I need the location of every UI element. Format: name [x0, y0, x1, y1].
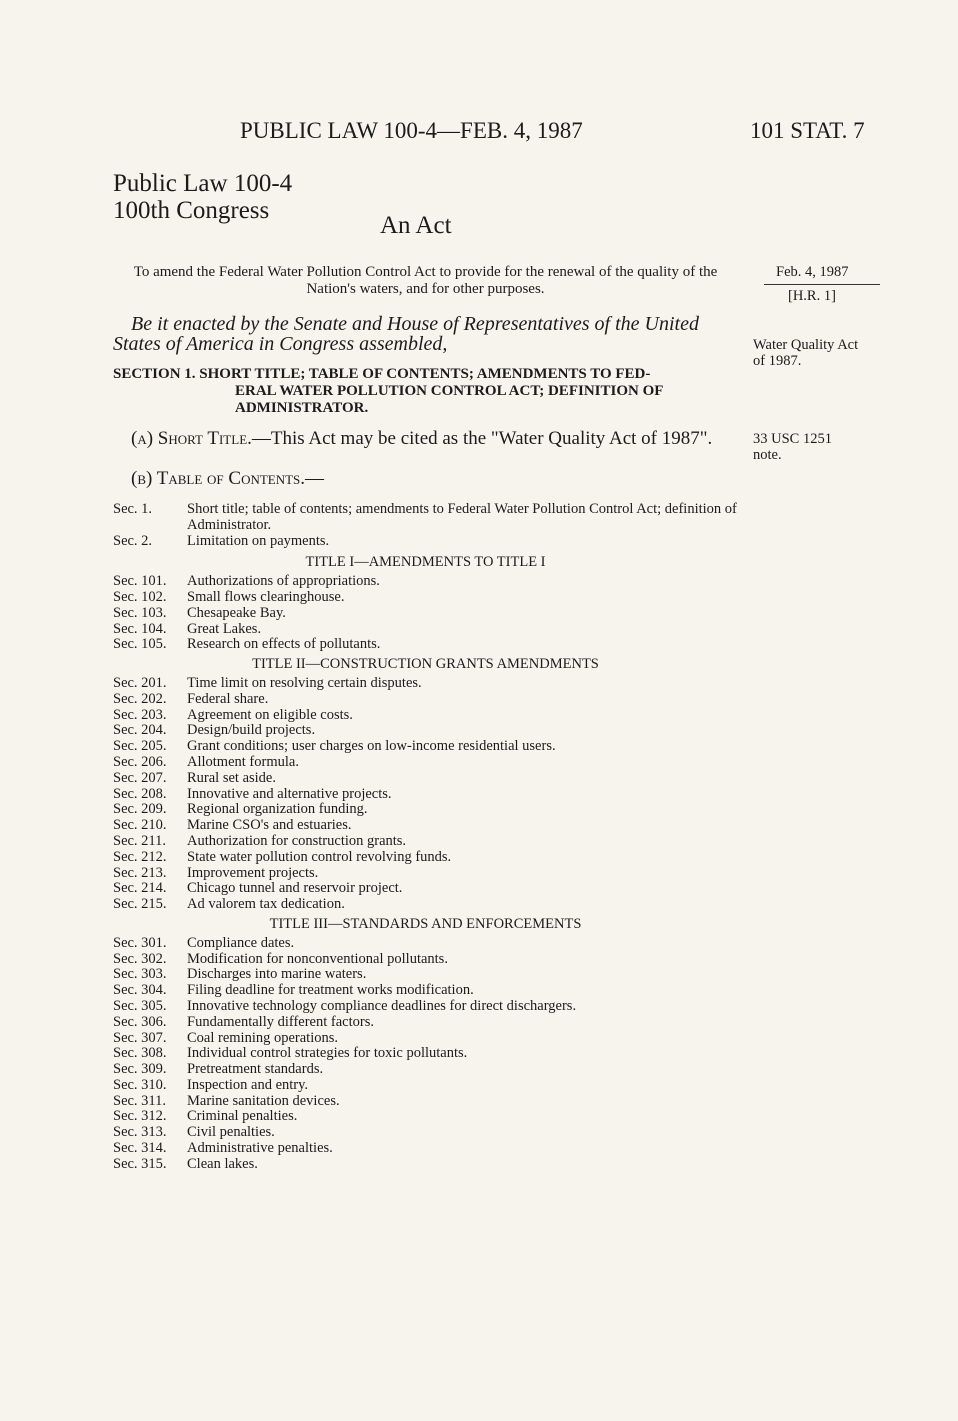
toc-entry-section-number: Sec. 301. — [113, 934, 167, 951]
toc-entry-title: Time limit on resolving certain disputes. — [187, 674, 422, 691]
toc-entry-title: Discharges into marine waters. — [187, 966, 367, 983]
toc-entry-section-number: Sec. 305. — [113, 997, 167, 1014]
toc-title-3-heading: TITLE III—STANDARDS AND ENFORCEMENTS — [269, 915, 582, 932]
toc-entry-section-number: Sec. 211. — [113, 832, 167, 849]
toc-entry — [113, 692, 738, 708]
toc-entry-title: Criminal penalties. — [187, 1108, 298, 1125]
toc-entry — [113, 676, 738, 692]
toc-entry-section-number: Sec. 206. — [113, 753, 167, 770]
toc-title-2-list — [113, 676, 738, 913]
toc-entry-title: Clean lakes. — [187, 1155, 258, 1172]
toc-entry-section-number: Sec. 306. — [113, 1013, 167, 1030]
toc-entry-title: Marine CSO's and estuaries. — [187, 817, 352, 834]
toc-entry — [113, 1109, 738, 1125]
toc-entry-title: Innovative and alternative projects. — [187, 785, 392, 802]
toc-entry — [113, 897, 738, 913]
toc-entry-title: Research on effects of pollutants. — [187, 636, 381, 653]
toc-entry-title: Filing deadline for treatment works modification. — [187, 982, 474, 999]
toc-entry — [113, 999, 738, 1015]
toc-entry-title: Design/build projects. — [187, 722, 316, 739]
toc-entry-title: Individual control strategies for toxic pollutants. — [187, 1045, 468, 1062]
toc-entry-title: Limitation on payments. — [187, 532, 330, 549]
toc-entry-title: Ad valorem tax dedication. — [187, 896, 345, 913]
margin-short-title: Water Quality Act of 1987. — [753, 337, 859, 369]
toc-entry — [113, 818, 738, 834]
toc-entry-section-number: Sec. 102. — [113, 588, 167, 605]
toc-entry — [113, 1094, 738, 1110]
toc-entry — [113, 606, 738, 622]
toc-entry-title: Rural set aside. — [187, 769, 276, 786]
toc-entry-title: Civil penalties. — [187, 1124, 275, 1141]
running-header-title: PUBLIC LAW 100-4—FEB. 4, 1987 — [240, 118, 583, 143]
toc-entry-title: Short title; table of contents; amendments to Federal Water Pollution Control Act; definition of Administrator. — [187, 501, 737, 533]
toc-entry-title: Administrative penalties. — [187, 1140, 333, 1157]
toc-entry — [113, 708, 738, 724]
congress-number: 100th Congress — [113, 197, 270, 224]
toc-entry — [113, 637, 738, 653]
toc-entry — [113, 1141, 738, 1157]
toc-entry — [113, 622, 738, 638]
toc-entry-title: Compliance dates. — [187, 934, 295, 951]
toc-entry-section-number: Sec. 304. — [113, 982, 167, 999]
toc-entry-section-number: Sec. 314. — [113, 1140, 167, 1157]
toc-entry-section-number: Sec. 312. — [113, 1108, 167, 1125]
toc-entry-section-number: Sec. 311. — [113, 1092, 167, 1109]
toc-entry — [113, 881, 738, 897]
toc-entry — [113, 1062, 738, 1078]
toc-entry-title: Pretreatment standards. — [187, 1061, 324, 1078]
toc-entry-section-number: Sec. 303. — [113, 966, 167, 983]
subsection-a — [113, 429, 738, 449]
toc-entry — [113, 590, 738, 606]
toc-entry — [113, 834, 738, 850]
subsection-a-text: This Act may be cited as the "Water Quality Act of 1987". — [270, 428, 713, 449]
section-1-heading — [113, 366, 738, 417]
toc-entry-section-number: Sec. 307. — [113, 1029, 167, 1046]
toc-entry-section-number: Sec. 1. — [113, 501, 153, 517]
margin-usc-citation: 33 USC 1251 note. — [753, 431, 832, 463]
margin-date: Feb. 4, 1987 — [776, 264, 849, 280]
toc-entry-section-number: Sec. 2. — [113, 532, 153, 549]
toc-entry-section-number: Sec. 213. — [113, 864, 167, 881]
toc-entry-section-number: Sec. 105. — [113, 636, 167, 653]
toc-entry — [113, 739, 738, 755]
toc-entry-section-number: Sec. 203. — [113, 706, 167, 723]
toc-intro-list — [113, 502, 738, 549]
toc-entry — [113, 983, 738, 999]
page-number: 101 STAT. 7 — [750, 118, 865, 143]
toc-entry-title: Authorizations of appropriations. — [187, 573, 380, 590]
toc-entry — [113, 1015, 738, 1031]
section-1-heading-first-line: SECTION 1. SHORT TITLE; TABLE OF CONTENTS; AMENDMENTS TO FED- — [113, 366, 651, 382]
public-law-number: Public Law 100-4 — [113, 170, 293, 197]
toc-entry-section-number: Sec. 104. — [113, 620, 167, 637]
enacting-clause: Be it enacted by the Senate and House of Representatives of the United States of America in Congress assembled, — [113, 313, 699, 355]
toc-entry-title: Fundamentally different factors. — [187, 1013, 374, 1030]
toc-entry — [113, 850, 738, 866]
toc-entry-title: Grant conditions; user charges on low-income residential users. — [187, 738, 556, 755]
toc-entry — [113, 802, 738, 818]
act-heading: An Act — [380, 212, 452, 239]
toc-entry-title: Improvement projects. — [187, 864, 319, 881]
toc-entry-section-number: Sec. 302. — [113, 950, 167, 967]
toc-title-1-list — [113, 574, 738, 653]
toc-entry-title: Regional organization funding. — [187, 801, 368, 818]
toc-entry-title: Federal share. — [187, 690, 269, 707]
toc-entry-title: Inspection and entry. — [187, 1076, 309, 1093]
toc-entry — [113, 1046, 738, 1062]
toc-entry-section-number: Sec. 214. — [113, 880, 167, 897]
toc-entry — [113, 723, 738, 739]
table-of-contents — [113, 502, 738, 1173]
toc-entry — [113, 574, 738, 590]
toc-entry-section-number: Sec. 210. — [113, 817, 167, 834]
toc-entry — [113, 967, 738, 983]
toc-entry-title: Modification for nonconventional pollutants. — [187, 950, 448, 967]
margin-bill-number: [H.R. 1] — [788, 288, 836, 304]
toc-entry-section-number: Sec. 204. — [113, 722, 167, 739]
toc-entry-title: Chesapeake Bay. — [187, 604, 286, 621]
toc-entry-section-number: Sec. 205. — [113, 738, 167, 755]
toc-entry-title: Small flows clearinghouse. — [187, 588, 345, 605]
toc-entry-title: State water pollution control revolving funds. — [187, 848, 452, 865]
toc-entry-section-number: Sec. 208. — [113, 785, 167, 802]
toc-entry — [113, 771, 738, 787]
toc-entry-section-number: Sec. 215. — [113, 896, 167, 913]
toc-entry-section-number: Sec. 202. — [113, 690, 167, 707]
toc-entry — [113, 936, 738, 952]
toc-entry-section-number: Sec. 212. — [113, 848, 167, 865]
toc-entry-title: Allotment formula. — [187, 753, 299, 770]
toc-entry — [113, 502, 738, 534]
toc-title-2-heading: TITLE II—CONSTRUCTION GRANTS AMENDMENTS — [252, 656, 599, 673]
toc-entry — [113, 1125, 738, 1141]
toc-entry-section-number: Sec. 309. — [113, 1061, 167, 1078]
toc-entry — [113, 1157, 738, 1173]
subsection-b — [113, 469, 756, 489]
toc-title-1-heading: TITLE I—AMENDMENTS TO TITLE I — [305, 554, 546, 571]
toc-entry-section-number: Sec. 103. — [113, 604, 167, 621]
toc-entry-section-number: Sec. 201. — [113, 674, 167, 691]
toc-entry — [113, 1031, 738, 1047]
toc-title-3-list — [113, 936, 738, 1173]
margin-divider — [764, 284, 880, 285]
toc-entry — [113, 952, 738, 968]
toc-entry — [113, 866, 738, 882]
toc-entry — [113, 534, 738, 550]
toc-entry-section-number: Sec. 310. — [113, 1076, 167, 1093]
toc-entry-title: Chicago tunnel and reservoir project. — [187, 880, 403, 897]
toc-entry-title: Agreement on eligible costs. — [187, 706, 353, 723]
toc-entry-title: Coal remining operations. — [187, 1029, 339, 1046]
section-1-heading-continuation: ERAL WATER POLLUTION CONTROL ACT; DEFINITION OF ADMINISTRATOR. — [235, 383, 663, 416]
subsection-b-label: (b) Table of Contents.— — [131, 468, 325, 489]
toc-entry-section-number: Sec. 313. — [113, 1124, 167, 1141]
law-identification — [113, 170, 292, 224]
long-title: To amend the Federal Water Pollution Control Act to provide for the renewal of the quality of the Nation's waters, and for other purposes. — [133, 264, 718, 297]
toc-entry — [113, 1078, 738, 1094]
toc-entry-title: Great Lakes. — [187, 620, 262, 637]
toc-entry-section-number: Sec. 308. — [113, 1045, 167, 1062]
toc-entry-title: Authorization for construction grants. — [187, 832, 407, 849]
subsection-a-label: (a) Short Title.— — [131, 428, 271, 449]
toc-entry-section-number: Sec. 315. — [113, 1155, 167, 1172]
toc-entry-section-number: Sec. 207. — [113, 769, 167, 786]
toc-entry-title: Innovative technology compliance deadlines for direct dischargers. — [187, 997, 577, 1014]
toc-entry — [113, 787, 738, 803]
toc-entry-section-number: Sec. 101. — [113, 573, 167, 590]
toc-entry — [113, 755, 738, 771]
toc-entry-title: Marine sanitation devices. — [187, 1092, 340, 1109]
toc-entry-section-number: Sec. 209. — [113, 801, 167, 818]
